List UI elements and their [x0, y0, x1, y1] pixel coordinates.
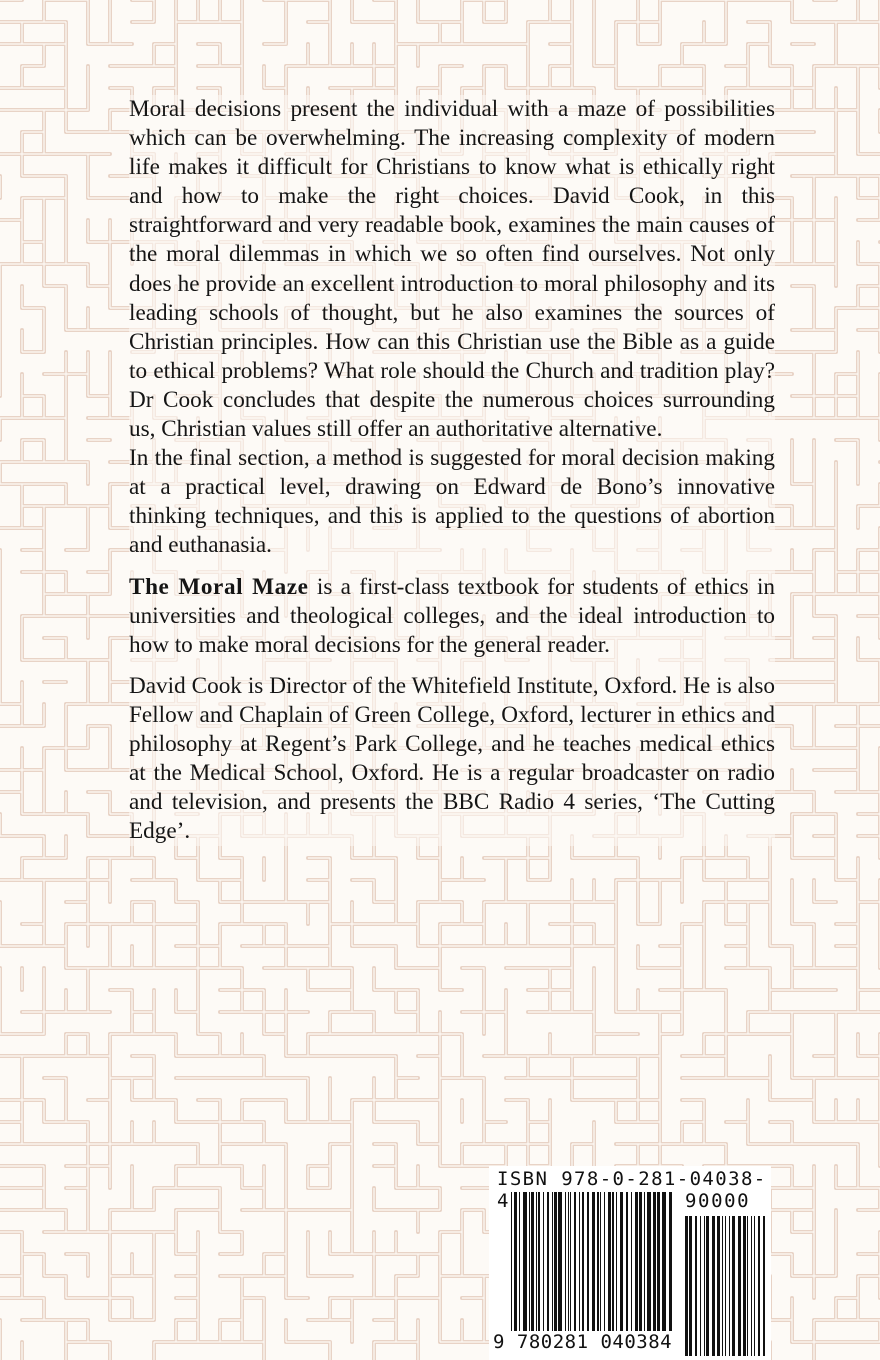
barcode-bar: [600, 1192, 601, 1332]
barcode-bar: [747, 1216, 748, 1356]
barcode-bar: [547, 1192, 549, 1332]
blurb-paragraph-2: In the final section, a method is suggested for moral decision making at a practical level, drawing on Edward de Bono’s innovative thinking techniques, and this is applied to the questions of abortion and euthanasia.: [129, 445, 775, 559]
barcode-bar: [531, 1192, 534, 1332]
barcode-bar: [568, 1192, 569, 1332]
barcode-bar: [511, 1192, 512, 1340]
barcode-bar: [689, 1216, 692, 1356]
barcode-bar: [722, 1216, 723, 1356]
barcode-bar: [582, 1192, 584, 1332]
blurb-paragraph-3-text: is a first-class textbook for students of ethics in universities and theological colleges, and the ideal introduction to how to make moral decisions for the general reader.: [129, 573, 775, 658]
barcode-bar: [725, 1216, 726, 1356]
barcode-bar: [758, 1216, 760, 1356]
barcode-bar: [754, 1216, 755, 1356]
barcode-bar: [669, 1192, 672, 1340]
barcode-bar: [519, 1192, 520, 1332]
barcode-bar: [626, 1192, 628, 1332]
barcode-bar: [620, 1192, 623, 1332]
barcode-bar: [592, 1192, 595, 1340]
isbn-barcode: [489, 1166, 771, 1360]
barcode-bar: [763, 1216, 765, 1356]
barcode-bar: [552, 1192, 553, 1332]
barcode-bar: [523, 1192, 527, 1332]
barcode-bar: [751, 1216, 752, 1356]
barcode-bar: [579, 1192, 580, 1332]
barcode-bar: [574, 1192, 576, 1332]
barcode-bar: [729, 1216, 730, 1356]
barcode-bar: [712, 1216, 715, 1356]
barcode-bar: [653, 1192, 656, 1332]
barcode-bar: [616, 1192, 617, 1332]
barcode-bar: [570, 1192, 571, 1332]
barcode-bar: [662, 1192, 666, 1332]
barcode-bar: [717, 1216, 720, 1356]
barcode-bar: [743, 1216, 746, 1356]
barcode-bar: [536, 1192, 537, 1332]
blurb-paragraph-1: Moral decisions present the individual with a maze of possibilities which can be overwhelming. The increasing complexity of modern life makes it difficult for Christians to know what is ethically right and how to make the right choices. David Cook, in this straightforward and very readable book, examines the main causes of the moral dilemmas in which we so often find ourselves. Not only does he provide an excellent introduction to moral philosophy and its leading schools of thought, but he also examines the sources of Christian principles. How can this Christian use the Bible as a guide to ethical problems? What role should the Church and tradition play? Dr Cook concludes that despite the numerous choices surrounding us, Christian values still offer an authoritative alternative.: [129, 96, 775, 443]
barcode-bar: [706, 1216, 709, 1356]
barcode-bar: [644, 1192, 645, 1332]
barcode-bar: [543, 1192, 544, 1332]
barcode-bar: [554, 1192, 557, 1332]
barcode-bar: [647, 1192, 651, 1332]
barcode-bar: [639, 1192, 642, 1332]
barcode-bar: [732, 1216, 735, 1356]
barcode-bar: [597, 1192, 599, 1332]
author-bio: David Cook is Director of the Whitefield Institute, Oxford. He is also Fellow and Chaplain of Green College, Oxford, lecturer in ethics and philosophy at Regent’s Park College, and he teaches medical ethics at the Medical School, Oxford. He is a regular broadcaster on radio and television, and presents the BBC Radio 4 series, ‘The Cutting Edge’.: [129, 672, 775, 845]
barcode-bar: [635, 1192, 638, 1332]
price-code: 90000: [685, 1190, 751, 1212]
barcode-bar: [514, 1192, 517, 1340]
blurb-paragraph-3: [129, 573, 775, 660]
barcode-bar: [529, 1192, 530, 1332]
barcode-bar: [565, 1192, 566, 1332]
barcode-bar: [538, 1192, 540, 1332]
barcode-bar: [631, 1192, 632, 1332]
barcode-bar: [704, 1216, 705, 1356]
barcode-bar: [612, 1192, 614, 1332]
barcode-bar: [558, 1192, 562, 1332]
barcode-bar: [685, 1216, 688, 1356]
isbn-label: ISBN 978-0-281-04038-4: [497, 1168, 767, 1212]
ean-digits: 9 780281 040384: [493, 1331, 673, 1353]
barcode-bar: [657, 1192, 660, 1332]
barcode-bar: [608, 1192, 611, 1332]
barcode-bar: [604, 1192, 605, 1332]
barcode-bar: [695, 1216, 697, 1356]
book-title: The Moral Maze: [129, 573, 309, 600]
barcode-bar: [587, 1192, 589, 1332]
barcode-bar: [700, 1216, 701, 1356]
back-cover-text: [129, 95, 775, 846]
barcode-bar: [738, 1216, 741, 1356]
